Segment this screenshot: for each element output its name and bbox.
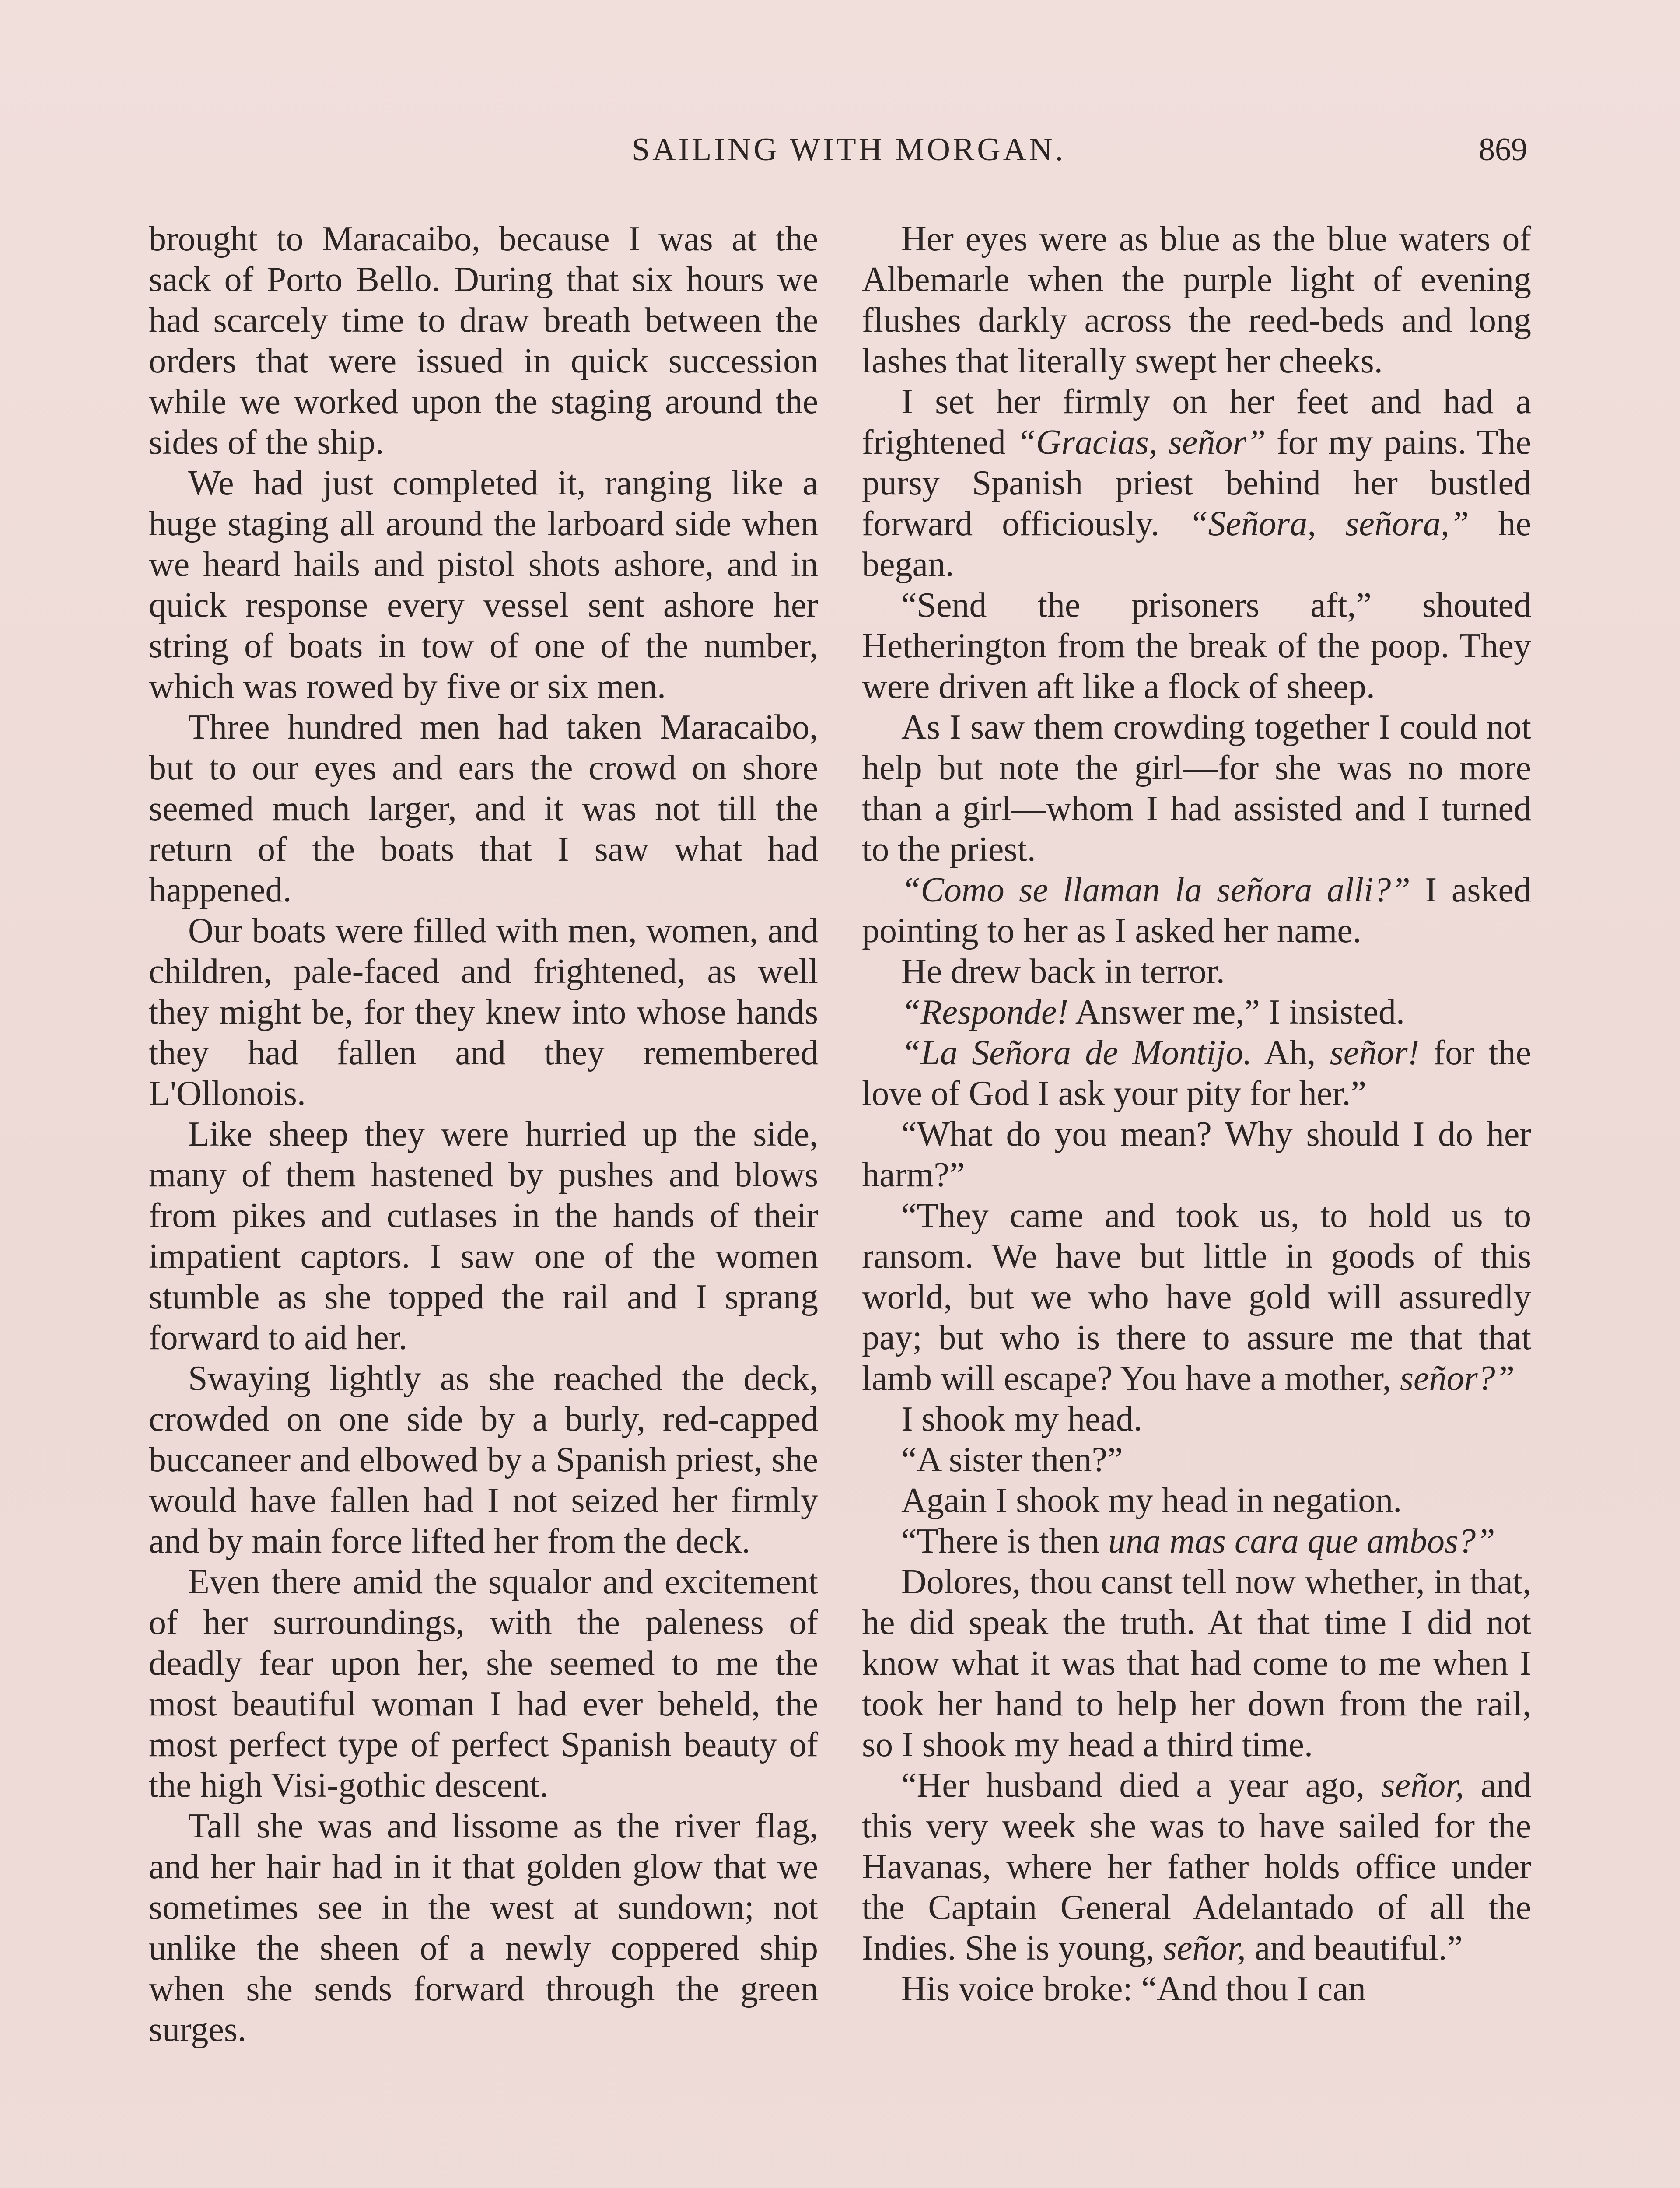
text-run: Ah, xyxy=(1252,1034,1330,1072)
italic-text: “La Señora de Montijo. xyxy=(901,1034,1252,1072)
paragraph: He drew back in terror. xyxy=(901,952,1225,991)
text-run: “There is then xyxy=(901,1522,1109,1560)
paragraph: His voice broke: “And thou I can xyxy=(901,1970,1366,2008)
text-run: for the love of God I ask your pity for her.” xyxy=(862,1034,1532,1113)
italic-text: “Responde! xyxy=(901,993,1069,1031)
italic-text: “Como se llaman la señora alli?” xyxy=(901,871,1410,909)
text-run: Answer me,” I insisted. xyxy=(1068,993,1405,1031)
paragraph: Dolores, thou canst tell now whether, in that, he did speak the truth. At that time I did not know what it was that had come to me when I took her hand to help her down from the rail, so I shook my head a third time. xyxy=(862,1563,1531,1764)
text-run: and this very week she was to have sailed for the Havanas, where her father holds office under the Captain General Adelantado of all the Indies. She is young, xyxy=(862,1766,1531,1967)
paragraph: As I saw them crowding together I could not help but note the girl—for she was no more than a girl—whom I had assisted and I turned to the priest. xyxy=(862,708,1531,869)
text-run: I asked pointing to her as I asked her name. xyxy=(862,871,1531,950)
paragraph: “Send the prisoners aft,” shouted Hetherington from the break of the poop. They were driven aft like a flock of sheep. xyxy=(862,586,1531,706)
italic-text: una mas cara que ambos?” xyxy=(1108,1522,1495,1560)
paragraph xyxy=(862,1521,1531,1562)
paragraph xyxy=(862,870,1531,951)
right-column xyxy=(862,219,1531,2188)
paragraph: Swaying lightly as she reached the deck, crowded on one side by a burly, red-capped buccaneer and elbowed by a Spanish priest, she would have fallen had I not seized her firmly and by main force lifted her from the deck. xyxy=(149,1359,818,1560)
paragraph: We had just completed it, ranging like a huge staging all around the larboard side when we heard hails and pistol shots ashore, and in quick response every vessel sent ashore her string of boats in tow of one of the number, which was rowed by five or six men. xyxy=(149,464,818,706)
italic-text: “Gracias, señor” xyxy=(1016,423,1266,462)
paragraph: Again I shook my head in negation. xyxy=(901,1481,1402,1520)
italic-text: señor! xyxy=(1330,1034,1420,1072)
italic-text: señor, xyxy=(1163,1929,1246,1967)
paragraph: Our boats were filled with men, women, and children, pale-faced and frightened, as well they might be, for they knew into whose hands they had fallen and they remembered L'Ollonois. xyxy=(149,912,818,1113)
paragraph: Like sheep they were hurried up the side, many of them hastened by pushes and blows from pikes and cutlases in the hands of their impatient captors. I saw one of the women stumble as she topped the rail and I sprang forward to aid her. xyxy=(149,1115,818,1357)
paragraph xyxy=(862,1033,1531,1114)
text-run: and beautiful.” xyxy=(1246,1929,1463,1967)
paragraph xyxy=(862,382,1531,585)
page-number: 869 xyxy=(1479,132,1527,168)
italic-text: señor, xyxy=(1381,1766,1464,1805)
paragraph: Three hundred men had taken Maracaibo, but to our eyes and ears the crowd on shore seemed much larger, and it was not till the return of the boats that I saw what had happened. xyxy=(149,708,818,909)
left-column xyxy=(149,219,818,2188)
paragraph: “A sister then?” xyxy=(901,1441,1123,1479)
italic-text: “Señora, señora,” xyxy=(1189,505,1469,543)
text-run: he began. xyxy=(862,505,1531,584)
text-run: “They came and took us, to hold us to ransom. We have but little in goods of this world, but we who have gold will assuredly pay; but who is there to assure me that that lamb will escape? You have a mother, xyxy=(862,1196,1531,1398)
paragraph: Her eyes were as blue as the blue waters of Albemarle when the purple light of evening flushes darkly across the reed-beds and long lashes that literally swept her cheeks. xyxy=(862,220,1531,380)
paragraph: Tall she was and lissome as the river flag, and her hair had in it that golden glow that we sometimes see in the west at sundown; not unlike the sheen of a newly coppered ship when she sends forward through the green surges. xyxy=(149,1807,818,2049)
running-head: SAILING WITH MORGAN. xyxy=(631,132,1066,168)
italic-text: señor?” xyxy=(1400,1359,1515,1398)
paragraph: “What do you mean? Why should I do her harm?” xyxy=(862,1115,1531,1194)
paragraph: brought to Maracaibo, because I was at the sack of Porto Bello. During that six hours we had scarcely time to draw breath between the orders that were issued in quick succession while we worked upon the staging around the sides of the ship. xyxy=(149,220,818,462)
text-run: I set her firmly on her feet and had a frightened xyxy=(862,382,1531,462)
text-run: for my pains. The pursy Spanish priest behind her bustled forward officiously. xyxy=(862,423,1532,543)
paragraph xyxy=(862,1765,1531,1969)
paragraph: Even there amid the squalor and excitement of her surroundings, with the paleness of deadly fear upon her, she seemed to me the most beautiful woman I had ever beheld, the most perfect type of perfect Spanish beauty of the high Visi-gothic descent. xyxy=(149,1563,818,1805)
text-run: “Her husband died a year ago, xyxy=(901,1766,1382,1805)
paragraph xyxy=(862,992,1531,1033)
paragraph xyxy=(862,1196,1531,1399)
paragraph: I shook my head. xyxy=(901,1400,1143,1438)
